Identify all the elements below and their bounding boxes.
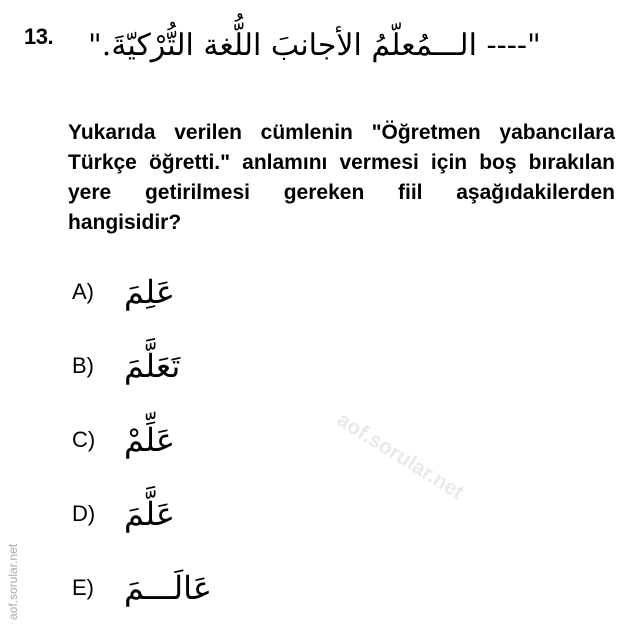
watermark-diagonal: aof.sorular.net [332,408,468,505]
watermark-side: aof.sorular.net [6,543,20,620]
option-d[interactable] [72,484,272,544]
option-text: عَلِّمْ [124,421,175,459]
option-a[interactable] [72,262,272,322]
question-number: 13. [24,24,54,49]
option-text: عَلِمَ [124,273,175,311]
question-text: Yukarıda verilen cümlenin "Öğretmen yabancılara Türkçe öğretti." anlamını vermesi için boş bırakılan yere getirilmesi gereken fiil aşağıdakilerden hangisidir? [68,121,615,234]
option-letter: B) [72,353,94,378]
option-c[interactable] [72,410,272,470]
arabic-sentence: "---- الـــمُعلّمُ الأجانبَ اللُّغة التُّرْكيّةَ." [88,28,541,63]
option-b[interactable] [72,336,272,396]
option-letter: A) [72,279,94,304]
option-e[interactable] [72,558,272,618]
option-text: تَعَلَّمَ [124,347,181,385]
option-letter: D) [72,501,96,526]
option-letter: E) [72,575,94,600]
option-text: عَلَّمَ [124,495,175,533]
option-text: عَالَـــمَ [124,569,213,607]
option-letter: C) [72,427,96,452]
